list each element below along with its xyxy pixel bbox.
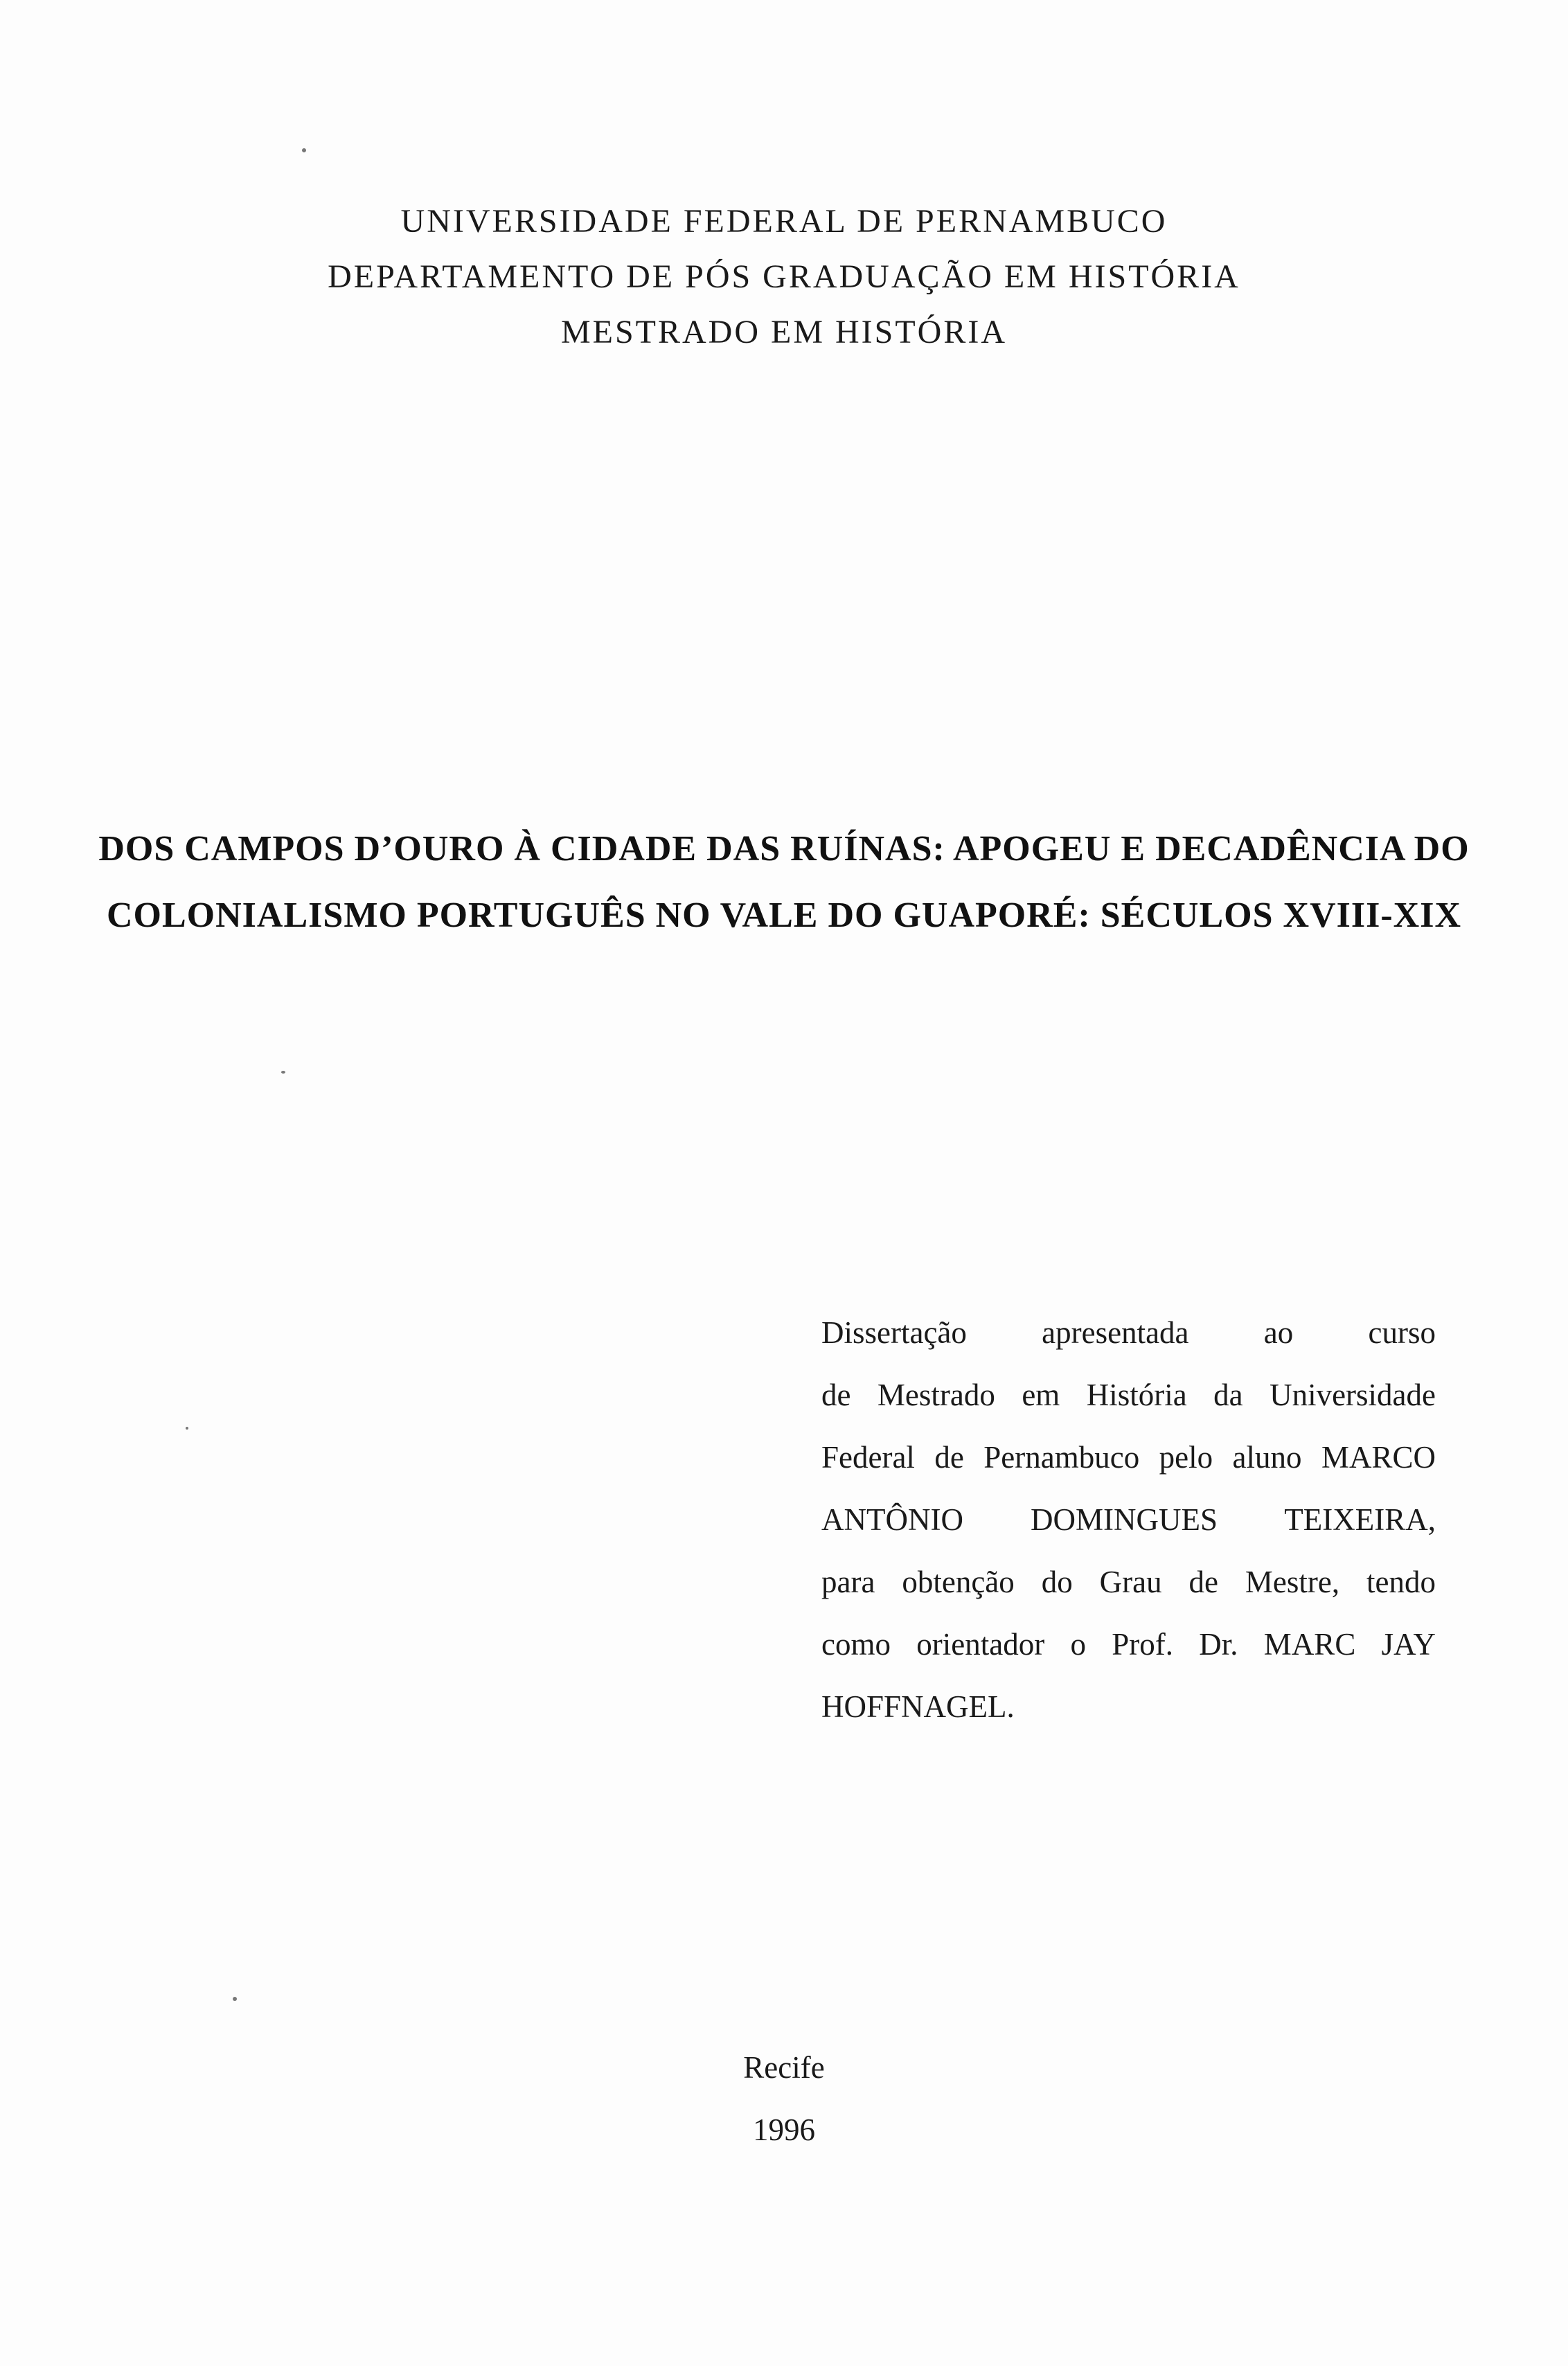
dissertation-statement [821, 1302, 1436, 1738]
statement-line: para obtenção do Grau de Mestre, tendo [821, 1565, 1436, 1599]
statement-line: como orientador o Prof. Dr. MARC JAY [821, 1627, 1436, 1662]
document-header [0, 194, 1568, 360]
scan-speck [281, 1071, 285, 1074]
statement-line: de Mestrado em História da Universidade [821, 1378, 1436, 1412]
title-line-1: DOS CAMPOS D’OURO À CIDADE DAS RUÍNAS: APOGEU E DECADÊNCIA DO [98, 829, 1470, 869]
title-line-2: COLONIALISMO PORTUGUÊS NO VALE DO GUAPORÉ: SÉCULOS XVIII-XIX [107, 896, 1461, 935]
scan-speck [302, 148, 306, 152]
statement-line: ANTÔNIO DOMINGUES TEIXEIRA, [821, 1502, 1436, 1537]
city-name: Recife [743, 2050, 825, 2085]
program-name: MESTRADO EM HISTÓRIA [560, 314, 1007, 350]
statement-line: HOFFNAGEL. [821, 1689, 1015, 1724]
document-footer [0, 2036, 1568, 2161]
dissertation-title [0, 816, 1568, 949]
scan-speck [233, 1997, 237, 2001]
scan-speck [186, 1427, 188, 1430]
department-name: DEPARTAMENTO DE PÓS GRADUAÇÃO EM HISTÓRIA [328, 258, 1240, 295]
statement-line: Federal de Pernambuco pelo aluno MARCO [821, 1440, 1436, 1475]
publication-year: 1996 [753, 2112, 815, 2147]
statement-line: Dissertação apresentada ao curso [821, 1315, 1436, 1350]
institution-name: UNIVERSIDADE FEDERAL DE PERNAMBUCO [400, 203, 1168, 240]
